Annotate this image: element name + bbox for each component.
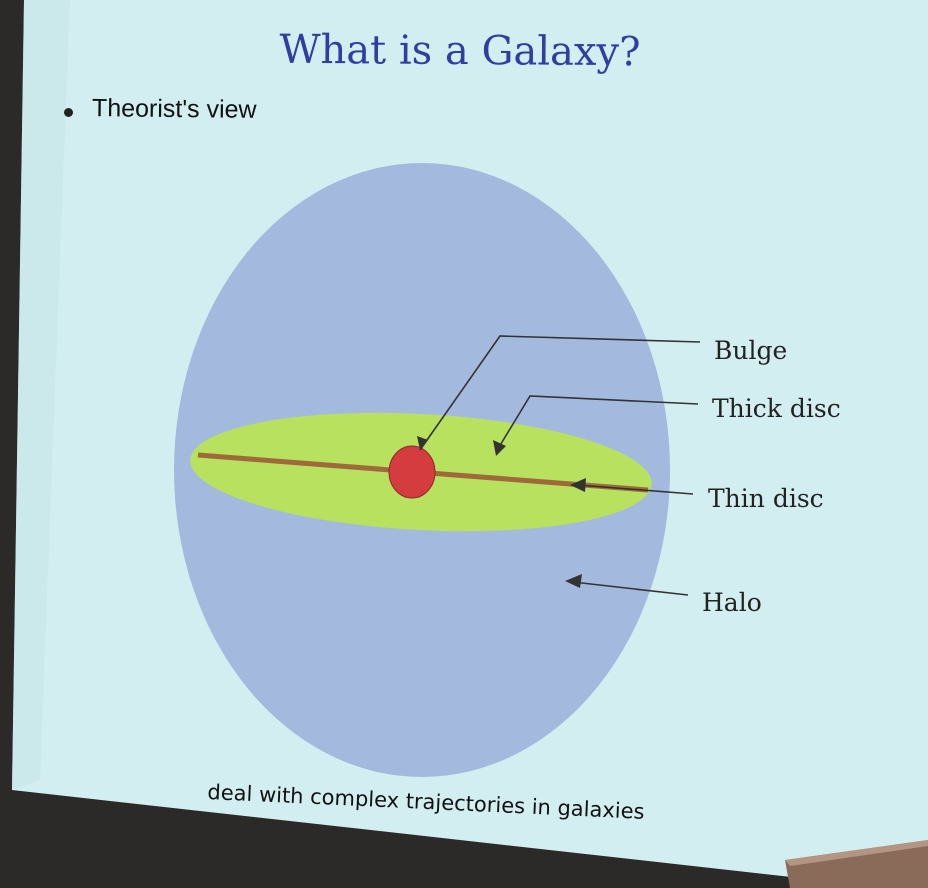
thin-disc-label: Thin disc — [708, 484, 824, 513]
slide-title: What is a Galaxy? — [279, 26, 641, 76]
slide-caption: deal with complex trajectories in galaxies — [206, 780, 646, 824]
bullet-text: Theorist's view — [91, 94, 257, 124]
bulge-label: Bulge — [714, 336, 788, 365]
halo-label: Halo — [702, 588, 762, 617]
bullet-icon — [64, 108, 73, 117]
galaxy-diagram — [174, 163, 670, 777]
thick-disc-label: Thick disc — [712, 394, 841, 423]
bulge-sphere — [389, 446, 435, 498]
